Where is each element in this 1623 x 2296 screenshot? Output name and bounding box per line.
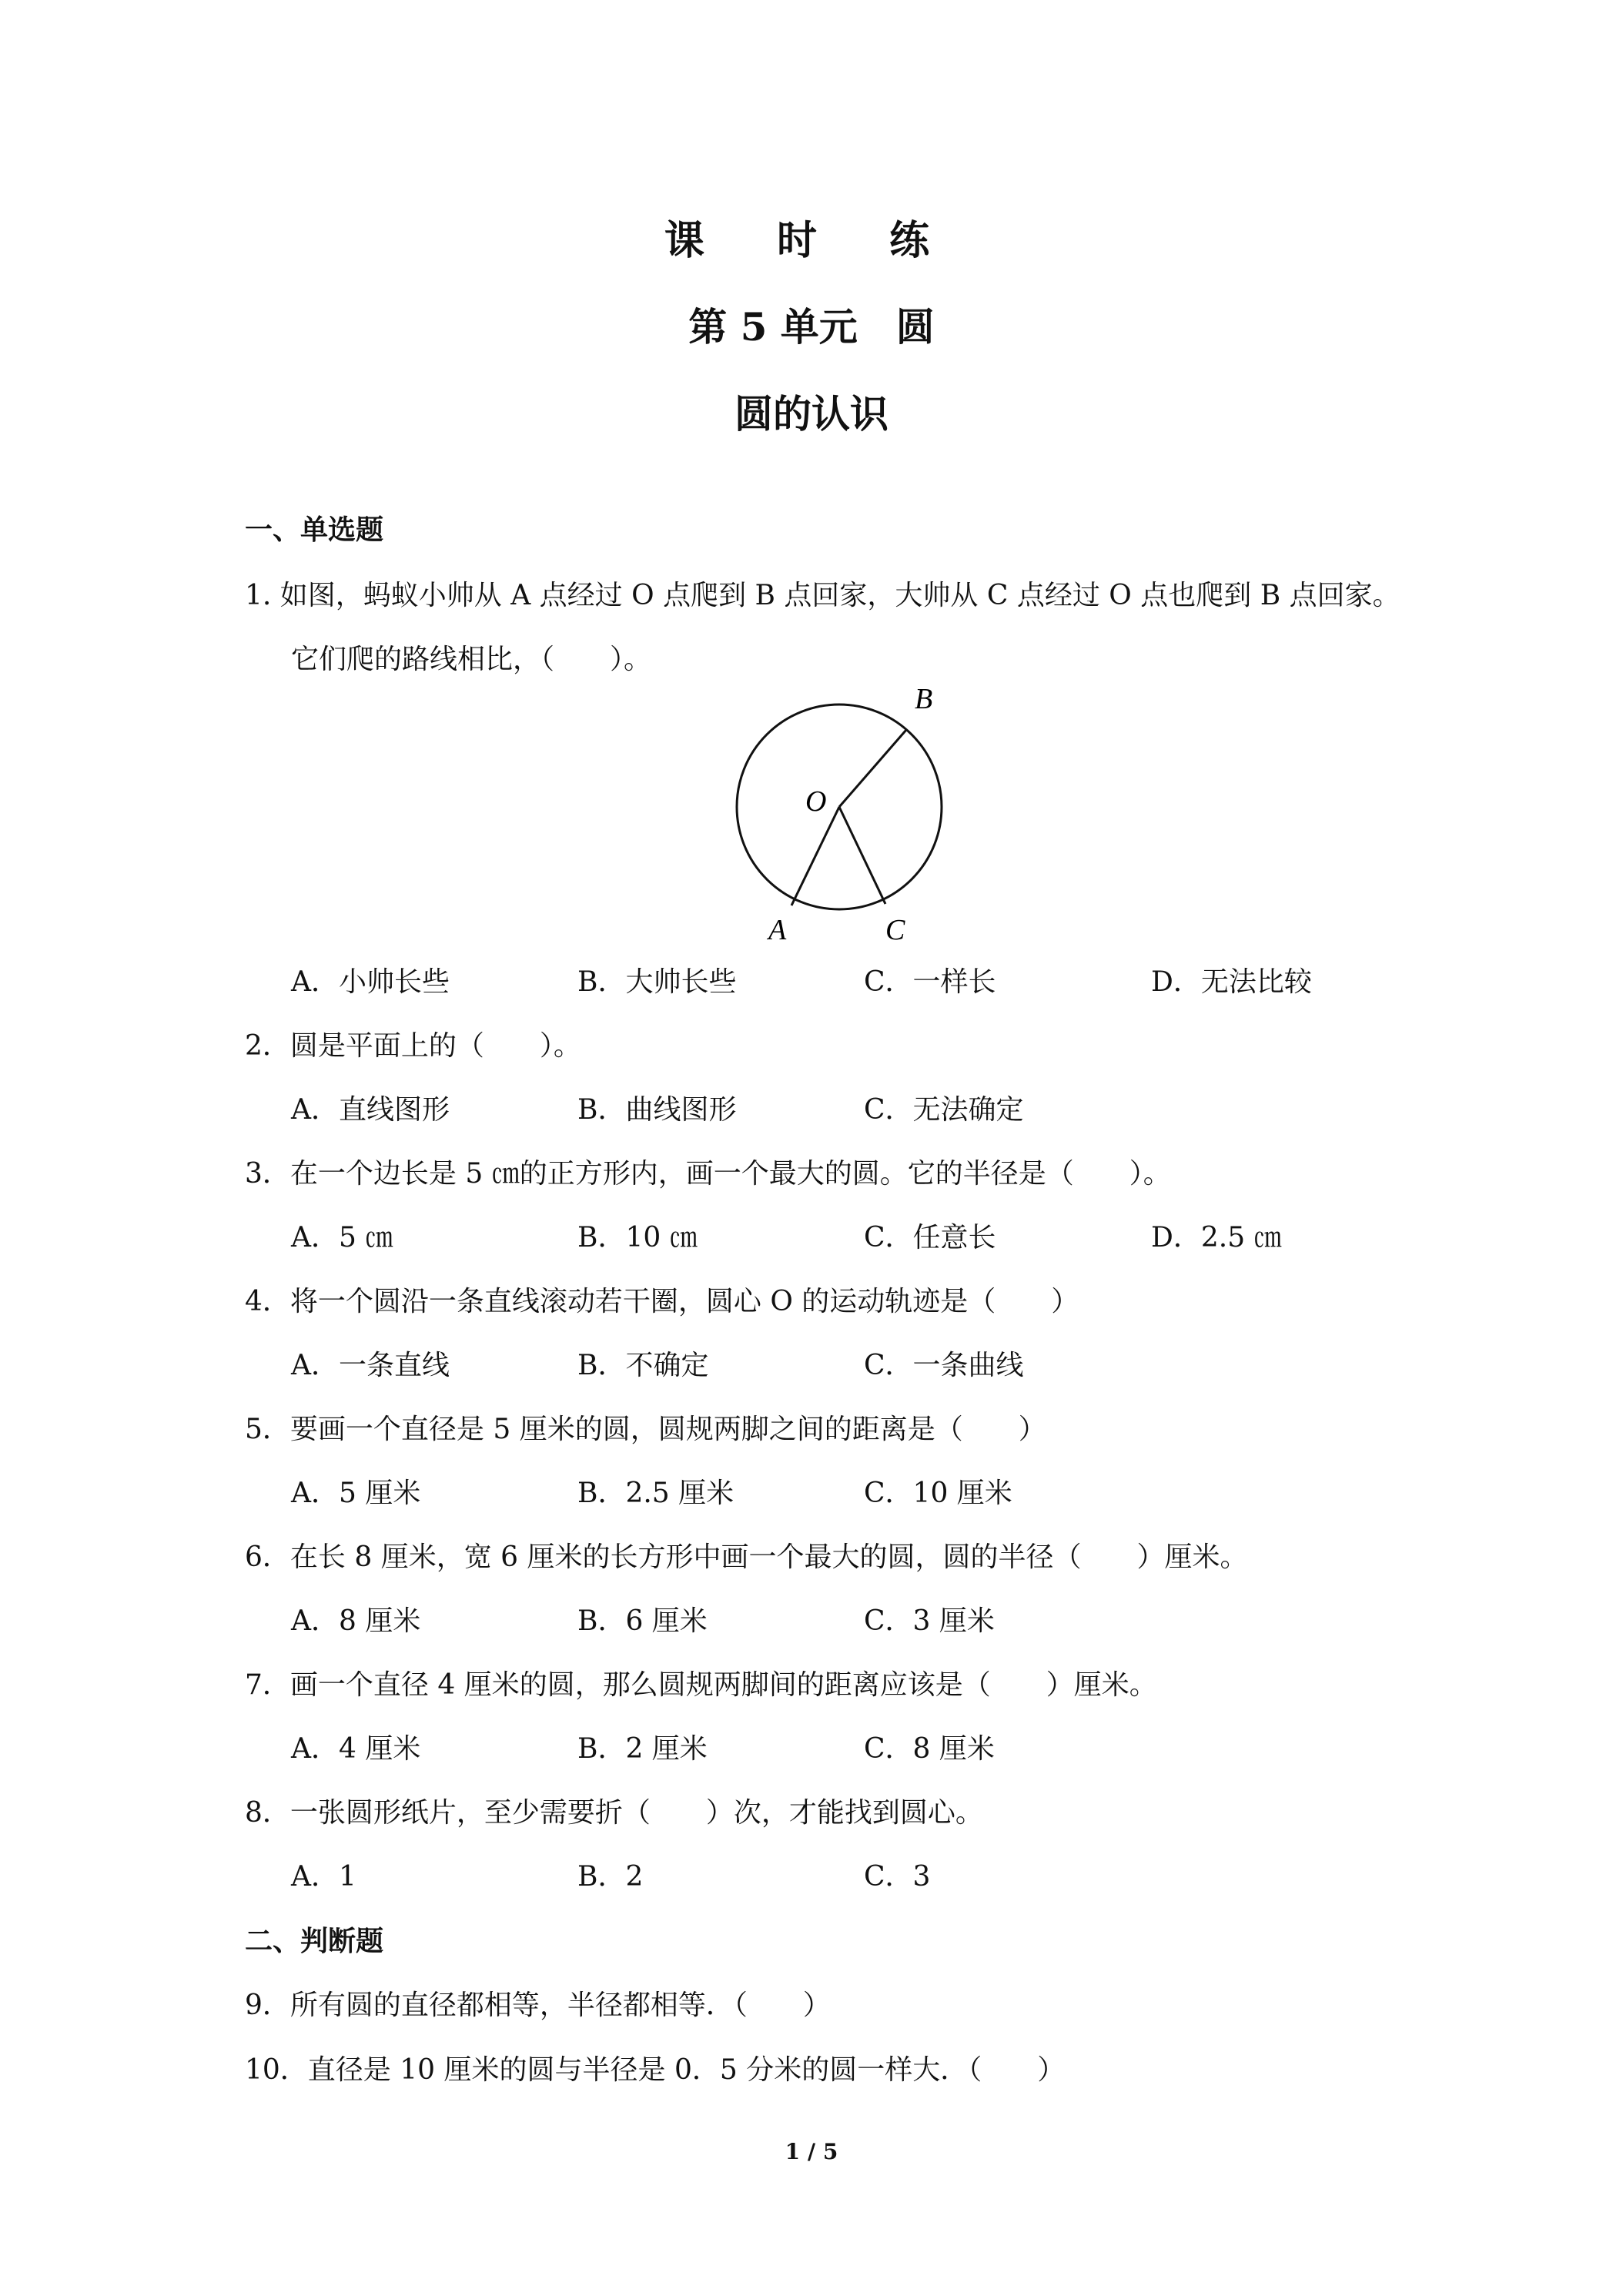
- option-a[interactable]: A．小帅长些: [291, 966, 450, 998]
- question-2-text: 2．圆是平面上的（ ）。: [245, 1030, 581, 1062]
- radius-ob: [839, 730, 906, 807]
- question-7-text: 7．画一个直径 4 厘米的圆，那么圆规两脚间的距离应该是（ ）厘米。: [245, 1669, 1157, 1701]
- option-b[interactable]: B．6 厘米: [577, 1605, 708, 1637]
- option-a[interactable]: A．4 厘米: [291, 1733, 421, 1765]
- question-10-text: 10．直径是 10 厘米的圆与半径是 0．5 分米的圆一样大．（ ）: [245, 2054, 1066, 2086]
- option-b[interactable]: B．2.5 厘米: [577, 1478, 735, 1509]
- option-b[interactable]: B．10 ㎝: [577, 1222, 698, 1253]
- point-b-label: B: [915, 683, 933, 715]
- option-d[interactable]: D．无法比较: [1151, 966, 1312, 998]
- option-b[interactable]: B．2: [577, 1861, 644, 1893]
- question-6-text: 6．在长 8 厘米，宽 6 厘米的长方形中画一个最大的圆，圆的半径（ ）厘米。: [245, 1541, 1248, 1573]
- question-8-text: 8．一张圆形纸片，至少需要折（ ）次，才能找到圆心。: [245, 1797, 983, 1829]
- option-c[interactable]: C．一样长: [864, 966, 996, 998]
- option-c[interactable]: C．任意长: [864, 1222, 996, 1253]
- section-single-choice: 一、单选题: [245, 514, 384, 546]
- option-a[interactable]: A．直线图形: [291, 1094, 450, 1126]
- option-d[interactable]: D．2.5 ㎝: [1151, 1222, 1282, 1253]
- option-c[interactable]: C．无法确定: [864, 1094, 1024, 1126]
- section-true-false: 二、判断题: [245, 1925, 384, 1957]
- point-a-label: A: [768, 914, 787, 946]
- option-a[interactable]: A．1: [291, 1861, 356, 1893]
- radius-oc: [839, 807, 885, 904]
- option-c[interactable]: C．10 厘米: [864, 1478, 1012, 1509]
- unit-title: 第 5 单元 圆: [688, 304, 935, 350]
- question-5-text: 5．要画一个直径是 5 厘米的圆，圆规两脚之间的距离是（ ）: [245, 1414, 1046, 1445]
- circle-diagram: [693, 668, 986, 953]
- page-number: 1 / 5: [785, 2139, 838, 2164]
- circle-figure: [693, 668, 986, 956]
- option-a[interactable]: A．一条直线: [291, 1350, 450, 1381]
- option-b[interactable]: B．大帅长些: [577, 966, 737, 998]
- lesson-title: 圆的认识: [735, 391, 888, 437]
- option-c[interactable]: C．3: [864, 1861, 931, 1893]
- option-a[interactable]: A．5 厘米: [291, 1478, 421, 1509]
- option-b[interactable]: B．曲线图形: [577, 1094, 737, 1126]
- option-a[interactable]: A．8 厘米: [291, 1605, 421, 1637]
- question-4-text: 4．将一个圆沿一条直线滚动若干圈，圆心 O 的运动轨迹是（ ）: [245, 1286, 1079, 1317]
- question-3-text: 3．在一个边长是 5 ㎝的正方形内，画一个最大的圆。它的半径是（ ）。: [245, 1158, 1171, 1190]
- point-c-label: C: [885, 914, 905, 946]
- point-o-label: O: [805, 785, 827, 818]
- question-1-text-cont: 它们爬的路线相比，（ ）。: [291, 644, 652, 675]
- option-c[interactable]: C．一条曲线: [864, 1350, 1024, 1381]
- worksheet-title: 课 时 练: [664, 217, 959, 264]
- radius-oa: [791, 807, 839, 905]
- option-b[interactable]: B．2 厘米: [577, 1733, 708, 1765]
- question-1-text: 1. 如图，蚂蚁小帅从 A 点经过 O 点爬到 B 点回家，大帅从 C 点经过 O 点也爬到 B 点回家。: [245, 580, 1400, 611]
- option-c[interactable]: C．3 厘米: [864, 1605, 995, 1637]
- option-b[interactable]: B．不确定: [577, 1350, 709, 1381]
- question-9-text: 9．所有圆的直径都相等，半径都相等．（ ）: [245, 1990, 831, 2021]
- option-a[interactable]: A．5 ㎝: [291, 1222, 393, 1253]
- option-c[interactable]: C．8 厘米: [864, 1733, 995, 1765]
